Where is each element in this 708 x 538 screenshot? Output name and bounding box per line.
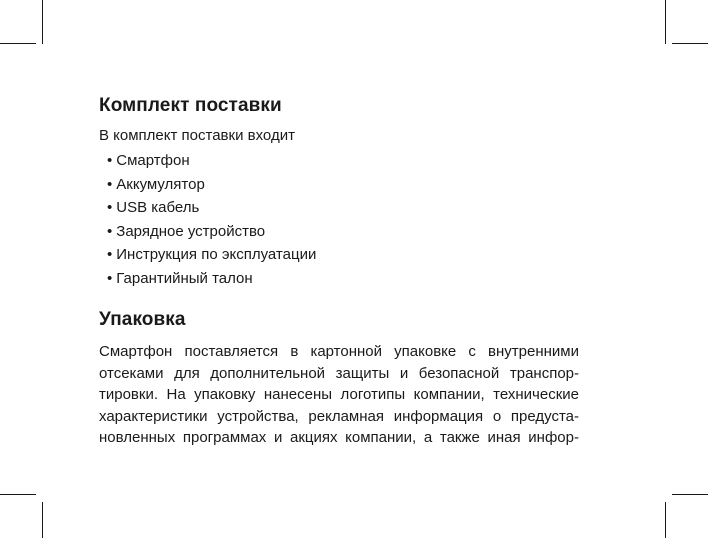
list-item-label: Аккумулятор bbox=[116, 175, 205, 193]
paragraph-line: отсеками для дополнительной защиты и безопасной транспор- bbox=[99, 364, 579, 382]
list-item-label: USB кабель bbox=[116, 199, 200, 216]
paragraph-line: новленных программах и акциях компании, а также иная инфор- bbox=[99, 429, 579, 446]
crop-mark-bottom-right-vertical bbox=[665, 502, 666, 538]
bullet-icon: • bbox=[107, 199, 113, 216]
bullet-icon: • bbox=[107, 222, 113, 240]
crop-mark-top-right-horizontal bbox=[672, 43, 708, 44]
list-item-label: Гарантийный талон bbox=[116, 269, 253, 287]
crop-mark-top-left-horizontal bbox=[0, 43, 36, 44]
page-content bbox=[99, 94, 579, 449]
crop-mark-bottom-right-horizontal bbox=[672, 494, 708, 495]
bullet-icon: • bbox=[107, 175, 113, 193]
section-title-packaging: Упаковка bbox=[99, 309, 186, 330]
bullet-icon: • bbox=[107, 152, 113, 169]
list-item bbox=[99, 267, 579, 291]
list-item bbox=[99, 149, 579, 173]
paragraph-line: тировки. На упаковку нанесены логотипы компании, технические bbox=[99, 386, 579, 403]
list-item-label: Смартфон bbox=[116, 152, 190, 169]
list-item-label: Инструкция по эксплуатации bbox=[116, 246, 317, 263]
bullet-icon: • bbox=[107, 246, 113, 263]
list-item bbox=[99, 220, 579, 244]
paragraph-line: характеристики устройства, рекламная информация о предуста- bbox=[99, 407, 579, 425]
bullet-icon: • bbox=[107, 269, 113, 287]
section-title-package-contents: Комплект поставки bbox=[99, 95, 282, 116]
crop-mark-top-right-vertical bbox=[665, 0, 666, 44]
list-item bbox=[99, 243, 579, 267]
package-contents-list bbox=[99, 149, 579, 290]
list-item bbox=[99, 173, 579, 197]
crop-mark-bottom-left-horizontal bbox=[0, 494, 36, 495]
crop-mark-bottom-left-vertical bbox=[42, 502, 43, 538]
list-item-label: Зарядное устройство bbox=[116, 222, 266, 240]
package-contents-intro: В комплект поставки входит bbox=[99, 127, 295, 144]
packaging-paragraph bbox=[99, 341, 579, 449]
paragraph-line: Смартфон поставляется в картонной упаковке с внутренними bbox=[99, 343, 579, 360]
list-item bbox=[99, 196, 579, 220]
crop-mark-top-left-vertical bbox=[42, 0, 43, 44]
